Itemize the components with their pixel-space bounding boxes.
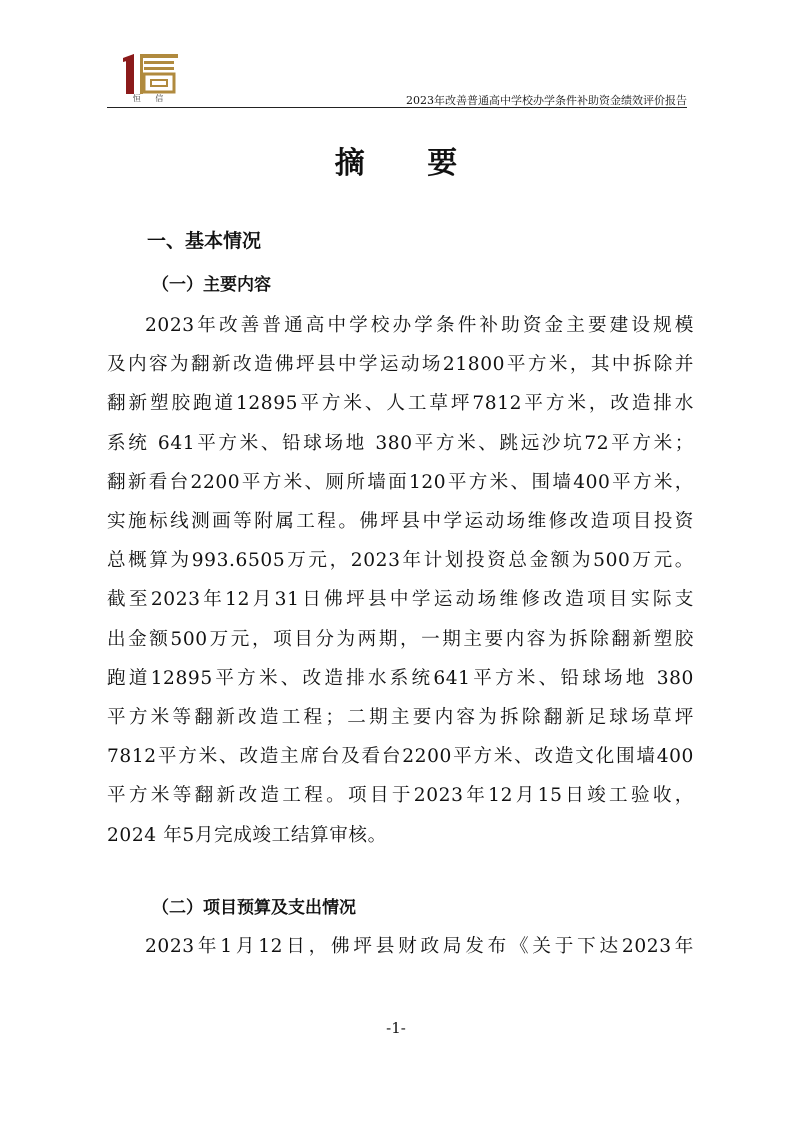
paragraph-budget: [107, 927, 694, 966]
paragraph-line: 2024 年5月完成竣工结算审核。: [107, 824, 387, 846]
paragraph-line: 实施标线测画等附属工程。佛坪县中学运动场维修改造项目投资: [107, 511, 694, 533]
paragraph-line: 跑道12895平方米、改造排水系统641平方米、铅球场地 380: [107, 667, 694, 689]
paragraph-line: 翻新塑胶跑道12895平方米、人工草坪7812平方米，改造排水: [107, 393, 694, 415]
subsection-heading-budget: （二）项目预算及支出情况: [152, 898, 356, 918]
paragraph-line: 翻新看台2200平方米、厕所墙面120平方米、围墙400平方米，: [107, 471, 694, 493]
paragraph-line: 系统 641平方米、铅球场地 380平方米、跳远沙坑72平方米；: [107, 432, 694, 454]
document-title: 摘 要: [334, 146, 484, 181]
paragraph-line: 截至2023年12月31日佛坪县中学运动场维修改造项目实际支: [107, 589, 694, 611]
paragraph-line: 平方米等翻新改造工程。项目于2023年12月15日竣工验收，: [107, 785, 694, 807]
logo-text: 恒 信: [132, 94, 170, 103]
paragraph-line: 出金额500万元，项目分为两期，一期主要内容为拆除翻新塑胶: [107, 628, 694, 650]
paragraph-line: 总概算为993.6505万元，2023年计划投资总金额为500万元。: [107, 550, 694, 572]
paragraph-main-content: [107, 306, 694, 855]
paragraph-line: 2023年1月12日，佛坪县财政局发布《关于下达2023年: [145, 936, 694, 957]
header-divider: [107, 107, 687, 108]
header-title: 2023年改善普通高中学校办学条件补助资金绩效评价报告: [406, 94, 687, 107]
page-number: -1-: [386, 1019, 406, 1037]
paragraph-line: 7812平方米、改造主席台及看台2200平方米、改造文化围墙400: [107, 746, 694, 768]
section-heading-basic-info: 一、基本情况: [147, 230, 262, 252]
paragraph-line: 2023年改善普通高中学校办学条件补助资金主要建设规模: [145, 315, 694, 336]
subsection-heading-main-content: （一）主要内容: [152, 275, 271, 295]
paragraph-line: 及内容为翻新改造佛坪县中学运动场21800平方米，其中拆除并: [107, 354, 694, 376]
paragraph-line: 平方米等翻新改造工程；二期主要内容为拆除翻新足球场草坪: [107, 707, 694, 729]
